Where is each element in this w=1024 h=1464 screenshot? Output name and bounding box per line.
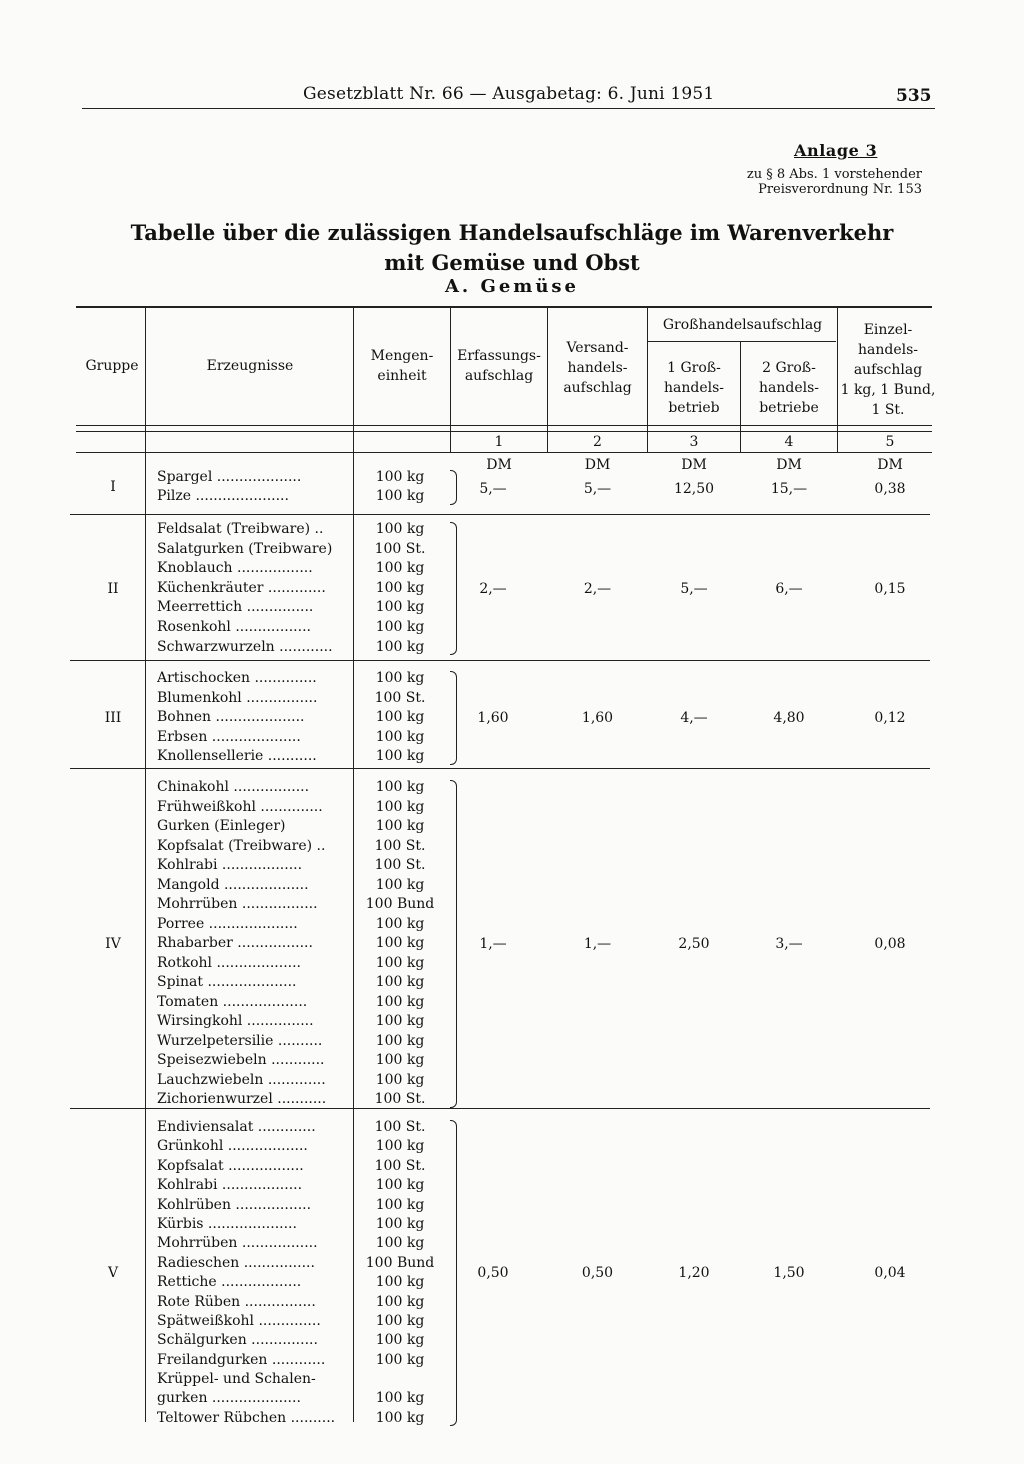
currency-label-4: DM xyxy=(776,457,802,473)
product-name: Kürbis .................... xyxy=(157,1215,297,1232)
product-name: Schälgurken ............... xyxy=(157,1332,318,1349)
quantity-unit: 100 kg xyxy=(375,1235,425,1252)
product-name: Zichorienwurzel ........... xyxy=(157,1091,327,1107)
quantity-unit: 100 kg xyxy=(375,876,425,893)
markup-value: 4,80 xyxy=(773,710,805,726)
markup-value: 5,— xyxy=(680,580,708,597)
product-name: Bohnen .................... xyxy=(157,709,305,726)
markup-value: 6,— xyxy=(775,580,803,597)
quantity-unit: 100 kg xyxy=(375,954,425,971)
markup-value: 1,60 xyxy=(477,710,509,726)
col-number-1: 1 xyxy=(494,434,504,450)
product-list xyxy=(157,1118,349,1428)
currency-label-1: DM xyxy=(486,457,512,473)
table-top-rule xyxy=(76,306,932,308)
quantity-unit: 100 kg xyxy=(375,1312,425,1329)
markup-value: 0,50 xyxy=(581,1265,614,1282)
markup-value: 0,38 xyxy=(874,481,906,498)
quantity-unit: 100 St. xyxy=(374,1091,426,1107)
quantity-unit: 100 kg xyxy=(375,1013,425,1029)
col-number-2: 2 xyxy=(593,434,602,450)
quantity-unit: 100 kg xyxy=(375,670,425,686)
header-gross1-l3: betrieb xyxy=(668,400,720,416)
markup-value: 2,— xyxy=(583,580,612,597)
product-name: Spätweißkohl .............. xyxy=(157,1312,321,1329)
product-name: Lauchzwiebeln ............. xyxy=(157,1071,326,1088)
quantity-unit: 100 kg xyxy=(375,1293,425,1310)
header-versand-l2: handels- xyxy=(567,360,628,376)
group-separator-2 xyxy=(70,660,930,661)
product-name: Endiviensalat ............. xyxy=(157,1119,316,1135)
header-versand-l1: Versand- xyxy=(566,340,629,356)
header-bottom-rule xyxy=(76,425,932,426)
quantity-unit: 100 St. xyxy=(374,837,426,854)
quantity-unit: 100 kg xyxy=(375,1032,425,1049)
quantity-unit: 100 kg xyxy=(375,469,425,485)
quantity-unit: 100 St. xyxy=(374,540,426,557)
group-label: III xyxy=(104,710,122,726)
document-subtitle: mit Gemüse und Obst xyxy=(384,250,640,275)
section-title: A. Gemüse xyxy=(444,276,580,297)
group-label: I xyxy=(110,479,116,496)
header-erzeugnisse: Erzeugnisse xyxy=(206,358,294,374)
quantity-unit: 100 kg xyxy=(375,521,425,537)
document-title: Tabelle über die zulässigen Handelsaufschläge im Warenverkehr xyxy=(130,220,894,245)
product-name: Kopfsalat (Treibware) .. xyxy=(157,837,326,854)
header-rule xyxy=(82,108,935,109)
header-mengen-l2: einheit xyxy=(377,368,427,384)
group-label: V xyxy=(107,1265,119,1282)
unit-list xyxy=(356,468,444,507)
product-name: Wirsingkohl ............... xyxy=(157,1013,314,1029)
product-name: Schwarzwurzeln ............ xyxy=(157,638,333,655)
markup-value: 0,04 xyxy=(874,1265,906,1282)
quantity-unit: 100 kg xyxy=(375,993,425,1010)
quantity-unit: 100 kg xyxy=(375,560,425,577)
markup-value: 1,50 xyxy=(773,1265,805,1282)
product-list xyxy=(157,468,349,507)
quantity-unit: 100 kg xyxy=(375,488,425,505)
product-name: Knollensellerie ........... xyxy=(157,748,317,765)
product-name: gurken .................... xyxy=(157,1390,301,1407)
col-rule-1 xyxy=(145,306,146,1422)
col-rule-2 xyxy=(353,306,354,1422)
product-name: Pilze ..................... xyxy=(157,488,289,505)
quantity-unit: 100 kg xyxy=(375,1409,425,1426)
product-list xyxy=(157,520,349,657)
quantity-unit: 100 kg xyxy=(375,974,425,990)
quantity-unit: 100 Bund xyxy=(365,1254,435,1271)
header-erfassungsaufschlag xyxy=(451,346,547,386)
unit-list xyxy=(356,1118,444,1428)
product-name: Frühweißkohl .............. xyxy=(157,798,323,815)
quantity-unit: 100 kg xyxy=(375,579,425,596)
product-list xyxy=(157,778,349,1110)
product-name: Rote Rüben ................ xyxy=(157,1293,316,1310)
header-einzel-l3: aufschlag xyxy=(853,362,923,378)
quantity-unit: 100 St. xyxy=(374,689,426,706)
header-gross1-l1: 1 Groß- xyxy=(667,360,721,376)
quantity-unit: 100 kg xyxy=(375,1351,425,1368)
quantity-unit: 100 kg xyxy=(375,779,425,795)
quantity-unit xyxy=(356,1370,444,1389)
product-name: Kopfsalat ................. xyxy=(157,1157,304,1174)
header-gross1-l2: handels- xyxy=(663,380,725,396)
column-number-rule xyxy=(76,452,932,453)
running-header: Gesetzblatt Nr. 66 — Ausgabetag: 6. Juni 1951 xyxy=(303,84,715,104)
product-name: Gurken (Einleger) xyxy=(157,818,286,834)
header-mengen-l1: Mengen- xyxy=(370,348,434,364)
product-name: Blumenkohl ................ xyxy=(157,689,318,706)
header-einzel-l2: handels- xyxy=(857,342,919,358)
product-name: Chinakohl ................. xyxy=(157,779,310,795)
markup-value: 4,— xyxy=(680,710,708,726)
product-name: Teltower Rübchen .......... xyxy=(157,1409,336,1426)
group-label: II xyxy=(107,580,119,597)
quantity-unit: 100 Bund xyxy=(365,896,435,912)
quantity-unit: 100 kg xyxy=(375,599,425,616)
quantity-unit: 100 kg xyxy=(375,1177,425,1194)
header-einzel-l1: Einzel- xyxy=(863,322,913,338)
unit-list xyxy=(356,778,444,1110)
group-separator-3 xyxy=(70,768,930,769)
product-name: Rhabarber ................. xyxy=(157,935,313,951)
markup-value: 2,— xyxy=(479,580,507,597)
product-name: Küchenkräuter ............. xyxy=(157,579,326,596)
product-name: Kohlrüben ................. xyxy=(157,1196,312,1213)
product-name: Freilandgurken ............ xyxy=(157,1351,326,1368)
header-versandhandelsaufschlag xyxy=(548,338,647,398)
product-name: Tomaten ................... xyxy=(157,993,308,1010)
product-name: Knoblauch ................. xyxy=(157,560,313,577)
header-gruppe: Gruppe xyxy=(85,358,139,374)
product-name: Rettiche .................. xyxy=(157,1274,302,1291)
header-erfassung-l1: Erfassungs- xyxy=(457,348,541,364)
currency-label-3: DM xyxy=(681,457,707,473)
product-name: Rotkohl ................... xyxy=(157,954,302,971)
col-number-3: 3 xyxy=(689,434,699,450)
product-name: Mangold ................... xyxy=(157,876,309,893)
quantity-unit: 100 kg xyxy=(375,638,425,655)
quantity-unit: 100 kg xyxy=(375,915,425,932)
currency-label-5: DM xyxy=(877,457,903,473)
quantity-unit: 100 kg xyxy=(375,1332,425,1349)
quantity-unit: 100 kg xyxy=(375,1274,425,1291)
quantity-unit: 100 St. xyxy=(374,857,426,873)
unit-list xyxy=(356,520,444,657)
currency-label-2: DM xyxy=(584,457,611,473)
markup-value: 0,50 xyxy=(477,1265,509,1282)
markup-value: 0,08 xyxy=(874,935,906,952)
quantity-unit: 100 kg xyxy=(375,1215,425,1232)
product-name: Salatgurken (Treibware) xyxy=(157,540,333,557)
quantity-unit: 100 St. xyxy=(374,1157,426,1174)
header-gross-1 xyxy=(648,358,740,418)
header-versand-l3: aufschlag xyxy=(563,380,632,396)
unit-list xyxy=(356,669,444,767)
product-name: Meerrettich ............... xyxy=(157,599,314,616)
markup-value: 2,50 xyxy=(678,935,710,952)
markup-value: 12,50 xyxy=(673,481,715,498)
markup-value: 15,— xyxy=(770,481,808,498)
markup-value: 1,— xyxy=(479,935,507,952)
gross-subheader-rule xyxy=(648,341,836,342)
product-name: Grünkohl .................. xyxy=(157,1138,308,1155)
product-name: Mohrrüben ................. xyxy=(157,1235,318,1252)
product-name: Porree .................... xyxy=(157,915,298,932)
header-einzelhandelsaufschlag xyxy=(836,320,940,420)
header-gross2-l1: 2 Groß- xyxy=(762,360,816,376)
product-name: Krüppel- und Schalen- xyxy=(157,1371,316,1388)
product-name: Kohlrabi .................. xyxy=(157,857,303,873)
product-name: Spargel ................... xyxy=(157,469,302,485)
quantity-unit: 100 kg xyxy=(375,1138,425,1155)
quantity-unit: 100 kg xyxy=(375,935,425,951)
product-name: Radieschen ................ xyxy=(157,1254,315,1271)
annex-label: Anlage 3 xyxy=(794,141,878,160)
header-erfassung-l2: aufschlag xyxy=(464,368,534,384)
product-list xyxy=(157,669,349,767)
product-name: Rosenkohl ................. xyxy=(157,618,311,635)
header-gross-2 xyxy=(741,358,837,418)
product-name: Speisezwiebeln ............ xyxy=(157,1052,325,1068)
markup-value: 1,20 xyxy=(678,1265,710,1282)
group-separator-1 xyxy=(70,514,930,515)
product-name: Wurzelpetersilie .......... xyxy=(157,1032,323,1049)
header-gross2-l2: handels- xyxy=(758,380,820,396)
col-number-4: 4 xyxy=(784,434,794,450)
quantity-unit: 100 kg xyxy=(375,709,425,726)
annex-reference xyxy=(730,167,922,197)
product-name: Mohrrüben ................. xyxy=(157,896,318,912)
markup-value: 0,15 xyxy=(874,580,906,597)
col-number-5: 5 xyxy=(885,434,895,450)
product-name: Artischocken .............. xyxy=(157,670,317,686)
markup-value: 5,— xyxy=(583,481,612,498)
quantity-unit: 100 kg xyxy=(375,1052,425,1068)
annex-ref-line1: zu § 8 Abs. 1 vorstehender xyxy=(746,167,922,182)
product-name: Erbsen .................... xyxy=(157,728,301,745)
markup-value: 1,— xyxy=(583,935,612,952)
quantity-unit: 100 kg xyxy=(375,618,425,635)
header-grosshandelsaufschlag: Großhandelsaufschlag xyxy=(662,317,823,333)
header-einzel-l4: 1 kg, 1 Bund, xyxy=(840,382,936,398)
header-gross2-l3: betriebe xyxy=(759,400,819,416)
quantity-unit: 100 kg xyxy=(375,748,425,765)
markup-value: 5,— xyxy=(479,481,507,498)
quantity-unit: 100 kg xyxy=(375,728,425,745)
page-number: 535 xyxy=(896,86,932,106)
header-einzel-l5: 1 St. xyxy=(871,402,905,418)
header-mengeneinheit xyxy=(356,346,448,386)
quantity-unit: 100 kg xyxy=(375,1390,425,1407)
product-name: Kohlrabi .................. xyxy=(157,1177,303,1194)
quantity-unit: 100 kg xyxy=(375,1196,425,1213)
group-label: IV xyxy=(105,935,121,952)
markup-value: 3,— xyxy=(775,935,803,952)
markup-value: 1,60 xyxy=(581,710,614,726)
quantity-unit: 100 St. xyxy=(374,1119,426,1135)
quantity-unit: 100 kg xyxy=(375,1071,425,1088)
markup-value: 0,12 xyxy=(874,710,906,726)
product-name: Feldsalat (Treibware) .. xyxy=(157,521,324,537)
product-name: Spinat .................... xyxy=(157,974,297,990)
quantity-unit: 100 kg xyxy=(375,798,425,815)
annex-ref-line2: Preisverordnung Nr. 153 xyxy=(758,182,922,197)
quantity-unit: 100 kg xyxy=(375,818,425,834)
